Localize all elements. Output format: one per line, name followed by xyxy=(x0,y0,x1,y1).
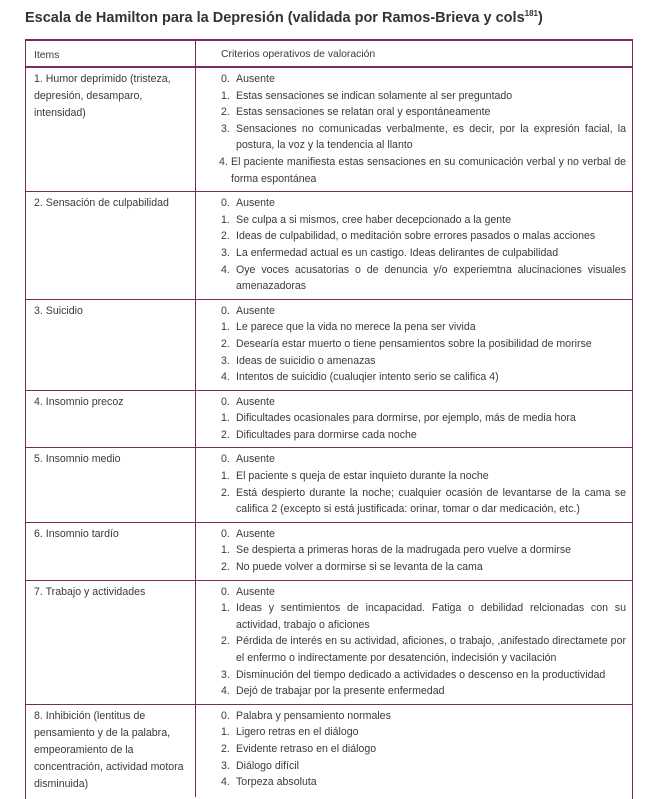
item-cell xyxy=(26,581,196,704)
title-text: Escala de Hamilton para la Depresión (validada por Ramos-Brieva y cols xyxy=(25,10,525,26)
item-cell xyxy=(26,68,196,191)
item-name: 4. Insomnio precoz xyxy=(34,395,124,408)
table-row xyxy=(26,580,632,704)
criteria-text: Ausente xyxy=(236,197,275,210)
criteria-item xyxy=(221,353,626,370)
criteria-text: Ausente xyxy=(236,395,275,408)
criteria-score: 2. xyxy=(221,428,230,441)
item-detail: (tristeza, depresión, desamparo, intensidad) xyxy=(34,73,171,119)
criteria-cell xyxy=(196,192,632,299)
item-cell xyxy=(26,523,196,580)
table-row xyxy=(26,390,632,448)
table-body xyxy=(26,67,632,797)
criteria-item xyxy=(221,708,626,725)
criteria-text: Le parece que la vida no merece la pena ser vivida xyxy=(236,321,476,334)
criteria-score: 2. xyxy=(221,561,230,574)
criteria-text: El paciente s queja de estar inquieto durante la noche xyxy=(236,470,489,483)
criteria-score: 0. xyxy=(221,527,230,540)
criteria-item xyxy=(221,262,626,295)
criteria-score: 1. xyxy=(221,89,230,102)
criteria-score: 3. xyxy=(221,354,230,367)
criteria-item xyxy=(219,154,626,187)
criteria-score: 0. xyxy=(221,304,230,317)
item-name: 1. Humor deprimido xyxy=(34,73,128,85)
criteria-score: 2. xyxy=(221,635,230,648)
criteria-text: Dificultades para dormirse cada noche xyxy=(236,428,417,441)
criteria-item xyxy=(221,633,626,666)
item-name: 7. Trabajo y actividades xyxy=(34,585,146,598)
criteria-item xyxy=(221,71,626,88)
criteria-score: 4. xyxy=(219,155,228,168)
criteria-item xyxy=(221,600,626,633)
criteria-item xyxy=(221,584,626,601)
criteria-text: Dificultades ocasionales para dormirse, por ejemplo, más de media hora xyxy=(236,412,576,425)
criteria-text: Ligero retras en el diálogo xyxy=(236,726,359,739)
criteria-text: Estas sensaciones se relatan oral y espontáneamente xyxy=(236,106,491,119)
criteria-score: 0. xyxy=(221,453,230,466)
criteria-item xyxy=(221,542,626,559)
header-items: Items xyxy=(26,41,196,66)
criteria-text: Intentos de suicidio (cualuqier intento serio se califica 4) xyxy=(236,371,499,384)
title-reference: 181 xyxy=(524,9,538,18)
criteria-score: 2. xyxy=(221,337,230,350)
criteria-item xyxy=(221,212,626,229)
criteria-item xyxy=(221,369,626,386)
criteria-item xyxy=(221,245,626,262)
criteria-cell xyxy=(196,705,632,797)
criteria-item xyxy=(221,667,626,684)
criteria-text: Torpeza absoluta xyxy=(236,776,317,789)
criteria-item xyxy=(221,526,626,543)
table-row xyxy=(26,704,632,797)
criteria-score: 1. xyxy=(221,544,230,557)
criteria-text: Ausente xyxy=(236,453,275,466)
criteria-score: 2. xyxy=(221,486,230,499)
criteria-text: Ausente xyxy=(236,73,275,85)
criteria-item xyxy=(221,485,626,518)
criteria-score: 4. xyxy=(221,263,230,276)
table-header xyxy=(26,39,632,67)
criteria-text: Ausente xyxy=(236,527,275,540)
criteria-text: Disminución del tiempo dedicado a actividades o descenso en la productividad xyxy=(236,668,606,681)
criteria-score: 3. xyxy=(221,246,230,259)
criteria-text: Ausente xyxy=(236,304,275,317)
criteria-score: 4. xyxy=(221,776,230,789)
criteria-item xyxy=(221,319,626,336)
criteria-text: Se culpa a si mismos, cree haber decepcionado a la gente xyxy=(236,213,512,226)
criteria-text: Dejó de trabajar por la presente enfermedad xyxy=(236,685,445,698)
criteria-score: 2. xyxy=(221,742,230,755)
criteria-item xyxy=(221,427,626,444)
criteria-text: El paciente manifiesta estas sensaciones en su comunicación verbal y no verbal de forma espontánea xyxy=(231,155,626,185)
criteria-score: 2. xyxy=(221,230,230,243)
criteria-item xyxy=(221,774,626,791)
criteria-score: 1. xyxy=(221,213,230,226)
criteria-score: 1. xyxy=(221,470,230,483)
criteria-item xyxy=(221,724,626,741)
item-name: 5. Insomnio medio xyxy=(34,453,121,466)
criteria-score: 0. xyxy=(221,395,230,408)
table-row xyxy=(26,191,632,299)
item-name: 3. Suicidio xyxy=(34,304,83,317)
criteria-cell xyxy=(196,448,632,521)
criteria-text: Ideas y sentimientos de incapacidad. Fatiga o debilidad relcionadas con su actividad, trabajo o aficiones xyxy=(236,602,626,631)
criteria-score: 1. xyxy=(221,321,230,334)
criteria-text: Pérdida de interés en su actividad, aficiones, o trabajo, ,anifestado directamete por el enfermo o indirectamente por desatención, indecisión y vacilación xyxy=(236,635,626,664)
item-cell xyxy=(26,192,196,299)
item-cell xyxy=(26,391,196,448)
criteria-item xyxy=(221,88,626,105)
hamilton-table xyxy=(25,39,633,799)
criteria-score: 0. xyxy=(221,585,230,598)
criteria-score: 0. xyxy=(221,709,230,722)
criteria-item xyxy=(221,394,626,411)
criteria-text: Ausente xyxy=(236,585,275,598)
item-detail: (lentitus de pensamiento y de la palabra, empeoramiento de la concentración, actividad motora disminuida) xyxy=(34,709,184,790)
criteria-cell xyxy=(196,300,632,390)
criteria-text: Estas sensaciones se indican solamente al ser preguntado xyxy=(236,89,513,102)
criteria-item xyxy=(221,410,626,427)
table-row xyxy=(26,447,632,521)
criteria-score: 4. xyxy=(221,685,230,698)
criteria-text: Sensaciones no comunicadas verbalmente, es decir, por la expresión facial, la postura, la voz y la tendencia al llanto xyxy=(236,122,626,152)
criteria-text: Evidente retraso en el diálogo xyxy=(236,742,377,755)
criteria-text: Diálogo difícil xyxy=(236,759,300,772)
item-cell xyxy=(26,448,196,521)
criteria-score: 1. xyxy=(221,726,230,739)
criteria-cell xyxy=(196,523,632,580)
criteria-text: Palabra y pensamiento normales xyxy=(236,709,391,722)
criteria-item xyxy=(221,758,626,775)
criteria-cell xyxy=(196,68,632,191)
criteria-item xyxy=(221,451,626,468)
criteria-item xyxy=(221,121,626,154)
criteria-item xyxy=(221,741,626,758)
criteria-item xyxy=(221,683,626,700)
criteria-item xyxy=(221,195,626,212)
criteria-score: 0. xyxy=(221,197,230,210)
criteria-item xyxy=(221,228,626,245)
item-name: 6. Insomnio tardío xyxy=(34,527,119,540)
criteria-score: 3. xyxy=(221,122,230,135)
criteria-text: Está despierto durante la noche; cualquier ocasión de levantarse de la cama se califica 2 (excepto si está justificada: orinar, tomar o dar medicación, etc.) xyxy=(236,486,626,516)
criteria-score: 0. xyxy=(221,73,230,85)
criteria-cell xyxy=(196,391,632,448)
criteria-text: La enfermedad actual es un castigo. Ideas delirantes de culpabilidad xyxy=(236,246,559,259)
criteria-item xyxy=(221,559,626,576)
criteria-score: 3. xyxy=(221,759,230,772)
criteria-item xyxy=(221,303,626,320)
criteria-score: 1. xyxy=(221,602,230,615)
table-row xyxy=(26,522,632,580)
criteria-cell xyxy=(196,581,632,704)
table-row xyxy=(26,67,632,191)
title-close: ) xyxy=(538,10,543,26)
criteria-item xyxy=(221,468,626,485)
criteria-score: 3. xyxy=(221,668,230,681)
criteria-score: 1. xyxy=(221,412,230,425)
criteria-score: 4. xyxy=(221,371,230,384)
criteria-score: 2. xyxy=(221,106,230,119)
item-cell xyxy=(26,300,196,390)
item-cell xyxy=(26,705,196,797)
criteria-text: Ideas de suicidio o amenazas xyxy=(236,354,376,367)
criteria-text: Se despierta a primeras horas de la madrugada pero vuelve a dormirse xyxy=(236,544,572,557)
criteria-text: Ideas de culpabilidad, o meditación sobre errores pasados o malas acciones xyxy=(236,230,596,243)
criteria-text: No puede volver a dormirse si se levanta de la cama xyxy=(236,561,483,574)
criteria-text: Desearía estar muerto o tiene pensamientos sobre la posibilidad de morirse xyxy=(236,337,592,350)
header-criteria: Criterios operativos de valoración xyxy=(221,49,376,60)
criteria-item xyxy=(221,104,626,121)
criteria-text: Oye voces acusatorias o de denuncia y/o experiemtna alucinaciones visuales amenazadoras xyxy=(236,263,626,293)
criteria-item xyxy=(221,336,626,353)
table-row xyxy=(26,299,632,390)
item-name: 8. Inhibición xyxy=(34,709,91,722)
item-name: 2. Sensación de culpabilidad xyxy=(34,197,169,210)
document-title xyxy=(25,9,543,26)
